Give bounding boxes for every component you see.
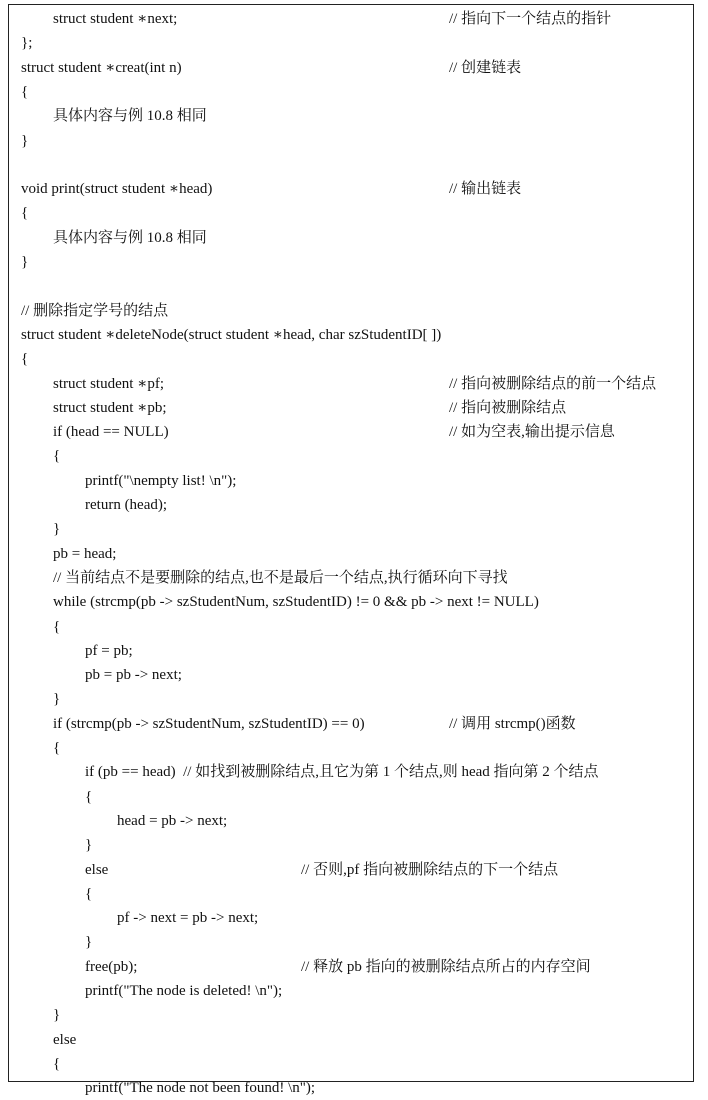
code-text: struct student ∗creat(int n) [21,59,182,76]
code-line [9,930,693,954]
code-line [9,444,693,468]
code-text: { [21,351,29,368]
code-text: }; [21,35,33,52]
code-line [9,420,693,444]
code-comment: // 指向下一个结点的指针 [449,11,612,27]
code-text: printf("The node is deleted! \n"); [85,983,283,999]
code-block [9,5,693,1097]
code-comment: // 调用 strcmp()函数 [449,715,576,732]
code-text: 具体内容与例 10.8 相同 [53,229,207,246]
code-line [9,833,693,857]
code-line [9,299,693,323]
code-text: } [53,1007,61,1024]
code-line [9,809,693,833]
code-text: // 当前结点不是要删除的结点,也不是最后一个结点,执行循环向下寻找 [53,569,508,586]
code-text: 具体内容与例 10.8 相同 [53,108,207,125]
code-comment: // 创建链表 [449,59,522,76]
code-text: printf("\nempty list! \n"); [85,472,237,489]
code-line [9,153,693,177]
code-text: else [53,1031,77,1048]
code-text: // 删除指定学号的结点 [21,302,169,319]
code-line [9,566,693,590]
code-line [9,736,693,760]
code-line [9,493,693,517]
code-comment: // 输出链表 [449,181,522,198]
code-text: } [53,521,61,538]
code-comment: // 释放 pb 指向的被删除结点所占的内存空间 [301,958,591,975]
code-text: struct student ∗pf; [53,375,165,392]
code-text: if (strcmp(pb -> szStudentNum, szStudentID) == 0) [53,715,365,732]
code-text: pf = pb; [85,642,133,659]
code-line [9,712,693,736]
code-comment: // 指向被删除结点的前一个结点 [449,375,657,392]
code-text: } [85,837,93,854]
code-text: return (head); [85,497,168,513]
code-text: else [85,861,109,878]
code-text: { [85,885,93,902]
code-line [9,469,693,493]
code-text: { [53,740,61,756]
code-line [9,201,693,225]
code-line [9,250,693,274]
code-line [9,979,693,1003]
code-text: while (strcmp(pb -> szStudentNum, szStudentID) != 0 && pb -> next != NULL) [53,594,539,611]
code-text: } [53,691,61,708]
code-line [9,1028,693,1052]
code-text: head = pb -> next; [117,812,228,829]
code-line [9,56,693,80]
code-line [9,226,693,250]
code-text: struct student ∗pb; [53,399,167,416]
code-comment: // 如为空表,输出提示信息 [449,424,615,441]
code-line [9,274,693,298]
code-line [9,1003,693,1027]
code-listing-frame [8,4,694,1097]
code-text: } [21,254,29,270]
code-text: struct student ∗next; [53,11,178,27]
code-line [9,687,693,711]
code-text: } [85,934,93,951]
code-line [9,785,693,809]
code-line [9,858,693,882]
code-line [9,104,693,128]
code-text: if (head == NULL) [53,424,169,441]
code-comment: // 指向被删除结点 [449,399,567,416]
code-line [9,1052,693,1076]
code-line [9,80,693,104]
code-line [9,955,693,979]
code-line [9,882,693,906]
code-comment: // 否则,pf 指向被删除结点的下一个结点 [301,861,559,878]
code-text: pb = pb -> next; [85,667,182,684]
code-text: { [21,205,29,222]
code-line [9,1076,693,1100]
code-text: { [53,618,61,635]
code-line [9,639,693,663]
code-text: pf -> next = pb -> next; [117,910,259,927]
code-line [9,7,693,31]
code-line [9,760,693,784]
code-text: free(pb); [85,958,138,975]
code-line [9,517,693,541]
code-line [9,396,693,420]
code-text: { [53,1055,61,1072]
code-text: printf("The node not been found! \n"); [85,1080,316,1097]
code-text: { [85,788,93,805]
code-line [9,906,693,930]
code-text: } [21,132,29,149]
code-line [9,590,693,614]
code-text: { [21,83,29,100]
code-line [9,323,693,347]
code-text: if (pb == head) // 如找到被删除结点,且它为第 1 个结点,则 head 指向第 2 个结点 [85,764,599,781]
code-line [9,542,693,566]
code-line [9,177,693,201]
code-line [9,615,693,639]
code-line [9,129,693,153]
code-text: void print(struct student ∗head) [21,181,213,198]
code-line [9,31,693,55]
code-line [9,372,693,396]
code-text: pb = head; [53,545,117,562]
code-text: { [53,448,61,465]
code-text: struct student ∗deleteNode(struct student ∗head, char szStudentID[ ]) [21,326,442,343]
code-line [9,347,693,371]
code-line [9,663,693,687]
